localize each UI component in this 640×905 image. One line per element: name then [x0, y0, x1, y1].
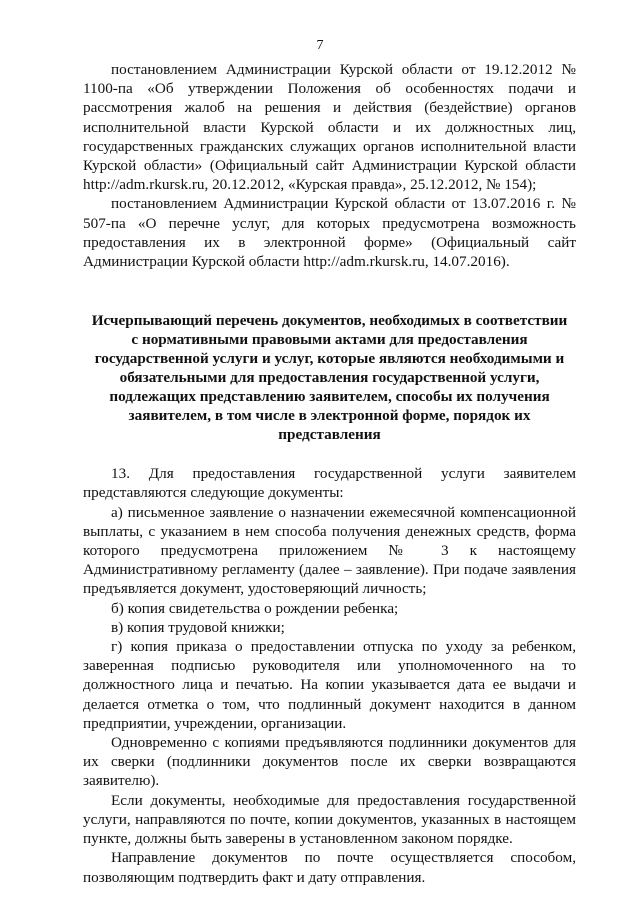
paragraph-item-13: 13. Для предоставления государственной услуги заявителем представляются следующие документы: — [83, 465, 576, 502]
paragraph-postal-method: Направление документов по почте осуществляется способом, позволяющим подтвердить факт и дату отправления. — [83, 849, 576, 886]
paragraph-item-b: б) копия свидетельства о рождении ребенка; — [111, 599, 399, 617]
paragraph-decree-507: постановлением Администрации Курской области от 13.07.2016 г. № 507-па «О перечне услуг, для которых предусмотрена возможность предоставления их в электронной форме» (Официальный сайт Администрации Курской области http://adm.rkursk.ru, 14.07.2016). — [83, 195, 576, 271]
paragraph-item-a: а) письменное заявление о назначении ежемесячной компенсационной выплаты, с указанием в нем способа получения денежных средств, форма которого предусмотрена приложением № 3 к настоящему Административному регламенту (далее – заявление). При подаче заявления предъявляется документ, удостоверяющий личность; — [83, 503, 576, 598]
paragraph-item-v: в) копия трудовой книжки; — [111, 618, 285, 636]
paragraph-originals: Одновременно с копиями предъявляются подлинники документов для их сверки (подлинники документов после их сверки возвращаются заявителю). — [83, 734, 576, 790]
document-body — [83, 60, 576, 887]
section-heading: Исчерпывающий перечень документов, необходимых в соответствии с нормативными правовыми актами для предоставления государственной услуги и услуг, которые являются необходимыми и обязательными для предоставления государственной услуги, подлежащих представлению заявителем, способы их получения заявителем, в том числе в электронной форме, порядок их представления — [91, 312, 568, 444]
paragraph-postal-copies: Если документы, необходимые для предоставления государственной услуги, направляются по почте, копии документов, указанных в настоящем пункте, должны быть заверены в установленном законом порядке. — [83, 791, 576, 848]
page-number: 7 — [316, 38, 324, 53]
paragraph-item-g: г) копия приказа о предоставлении отпуска по уходу за ребенком, заверенная подписью руководителя или уполномоченного на то должностного лица и печатью. На копии указывается дата ее выдачи и делается отметка о том, что подлинный документ находится в данном предприятии, учреждении, организации. — [83, 638, 576, 732]
paragraph-decree-1100: постановлением Администрации Курской области от 19.12.2012 № 1100-па «Об утверждении Положения об особенностях подачи и рассмотрения жалоб на решения и действия (бездействие) органов исполнительной власти Курской области и их должностных лиц, государственных гражданских служащих органов исполнительной власти Курской области» (Официальный сайт Администрации Курской области http://adm.rkursk.ru, 20.12.2012, «Курская правда», 25.12.2012, № 154); — [83, 61, 576, 194]
